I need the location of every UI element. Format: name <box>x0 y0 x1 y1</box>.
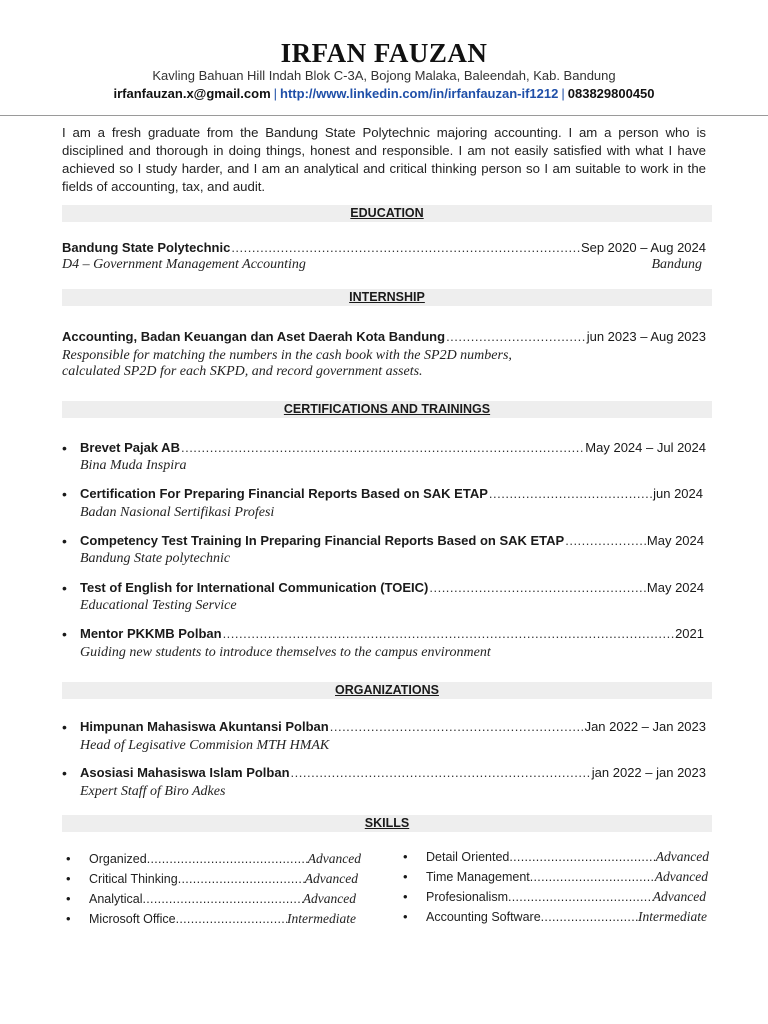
skill-item <box>426 869 708 885</box>
skill-level: Advanced <box>302 891 356 906</box>
internship-entry <box>62 329 706 344</box>
skill-level: Advanced <box>307 851 361 866</box>
leader-dots <box>291 765 591 780</box>
bullet-icon: • <box>403 849 408 864</box>
organization-date: jan 2022 – jan 2023 <box>591 765 706 780</box>
skill-item <box>89 911 356 927</box>
bullet-icon: • <box>66 851 71 866</box>
degree: D4 – Government Management Accounting <box>62 257 306 272</box>
internship-dates: jun 2023 – Aug 2023 <box>586 329 706 344</box>
certification-entry <box>80 580 704 595</box>
skill-item <box>89 851 361 867</box>
bullet-icon: • <box>62 533 67 549</box>
skill-name: Organized <box>89 852 147 866</box>
summary-paragraph: I am a fresh graduate from the Bandung State Polytechnic majoring accounting. I am a person who is disciplined and thorough in doing things, honest and responsible. I am not easily satisfied with what I have achieved so I study harder, and I am an analytical and critical thinking person so I am suitable to work in the fields of accounting, tax, and audit. <box>62 125 706 194</box>
skill-name: Time Management <box>426 870 530 884</box>
skill-level: Advanced <box>655 849 709 864</box>
certification-name: Mentor PKKMB Polban <box>80 626 222 641</box>
certification-entry <box>80 440 706 455</box>
organization-name: Asosiasi Mahasiswa Islam Polban <box>80 765 290 780</box>
education-entry <box>62 240 706 255</box>
skill-name: Microsoft Office <box>89 912 176 926</box>
certification-date: jun 2024 <box>653 486 703 501</box>
certification-date: May 2024 <box>646 533 704 548</box>
certification-entry <box>80 486 703 501</box>
skill-name: Analytical <box>89 892 143 906</box>
skill-item <box>426 889 706 905</box>
bullet-icon: • <box>66 871 71 886</box>
header-divider <box>0 115 768 116</box>
certification-issuer: Guiding new students to introduce themselves to the campus environment <box>80 645 491 660</box>
skill-name: Accounting Software <box>426 910 541 924</box>
certification-issuer: Bina Muda Inspira <box>80 458 187 473</box>
internship-description-line: Responsible for matching the numbers in the cash book with the SP2D numbers, <box>62 348 512 363</box>
internship-org: Accounting, Badan Keuangan dan Aset Daerah Kota Bandung <box>62 329 446 344</box>
separator: | <box>561 86 565 101</box>
bullet-icon: • <box>403 869 408 884</box>
section-skills <box>62 815 712 832</box>
section-organizations <box>62 682 712 699</box>
certification-issuer: Bandung State polytechnic <box>80 551 231 566</box>
certification-entry <box>80 626 704 641</box>
skill-level: Intermediate <box>638 909 707 924</box>
leader-dots <box>508 890 653 904</box>
organization-entry <box>80 765 706 780</box>
skill-level: Advanced <box>652 889 706 904</box>
address: Kavling Bahuan Hill Indah Blok C-3A, Bojong Malaka, Baleendah, Kab. Bandung <box>152 68 616 83</box>
certification-date: 2021 <box>675 626 704 641</box>
organization-entry <box>80 719 706 734</box>
leader-dots <box>178 872 305 886</box>
organization-name: Himpunan Mahasiswa Akuntansi Polban <box>80 719 329 734</box>
certification-date: May 2024 <box>646 580 704 595</box>
skill-item <box>89 891 356 907</box>
section-title: CERTIFICATIONS AND TRAININGS <box>283 402 491 416</box>
skill-item <box>426 849 709 865</box>
skill-item <box>426 909 707 925</box>
bullet-icon: • <box>62 765 67 781</box>
organization-date: Jan 2022 – Jan 2023 <box>584 719 706 734</box>
leader-dots <box>489 486 652 501</box>
skill-level: Advanced <box>654 869 708 884</box>
leader-dots <box>429 580 646 595</box>
skill-item <box>89 871 358 887</box>
leader-dots <box>541 910 638 924</box>
contact-line <box>0 86 768 101</box>
leader-dots <box>446 329 586 344</box>
bullet-icon: • <box>403 909 408 924</box>
bullet-icon: • <box>62 626 67 642</box>
section-internship <box>62 289 712 306</box>
bullet-icon: • <box>66 911 71 926</box>
leader-dots <box>509 850 655 864</box>
certification-date: May 2024 – Jul 2024 <box>585 440 706 455</box>
certification-name: Test of English for International Communication (TOEIC) <box>80 580 429 595</box>
section-title: ORGANIZATIONS <box>335 683 439 697</box>
leader-dots <box>223 626 675 641</box>
leader-dots <box>231 240 580 255</box>
education-dates: Sep 2020 – Aug 2024 <box>580 240 706 255</box>
certification-name: Brevet Pajak AB <box>80 440 180 455</box>
section-education <box>62 205 712 222</box>
separator: | <box>273 86 278 101</box>
leader-dots <box>330 719 584 734</box>
bullet-icon: • <box>403 889 408 904</box>
candidate-name: IRFAN FAUZAN <box>280 38 488 68</box>
bullet-icon: • <box>66 891 71 906</box>
bullet-icon: • <box>62 440 67 456</box>
bullet-icon: • <box>62 719 67 735</box>
skill-level: Advanced <box>304 871 358 886</box>
certification-issuer: Badan Nasional Sertifikasi Profesi <box>80 505 275 520</box>
leader-dots <box>176 912 287 926</box>
email-link[interactable]: irfanfauzan.x@gmail.com <box>113 86 271 101</box>
certification-entry <box>80 533 704 548</box>
skill-name: Detail Oriented <box>426 850 510 864</box>
section-title: EDUCATION <box>350 206 424 220</box>
certification-name: Competency Test Training In Preparing Financial Reports Based on SAK ETAP <box>80 533 565 548</box>
leader-dots <box>147 852 308 866</box>
section-certifications <box>62 401 712 418</box>
section-title: INTERNSHIP <box>349 290 425 304</box>
phone-number: 083829800450 <box>567 86 655 101</box>
skill-level: Intermediate <box>287 911 356 926</box>
leader-dots <box>530 870 655 884</box>
leader-dots <box>565 533 646 548</box>
school-name: Bandung State Polytechnic <box>62 240 231 255</box>
skill-name: Profesionalism <box>426 890 508 904</box>
organization-role: Expert Staff of Biro Adkes <box>80 784 226 799</box>
education-location: Bandung <box>651 257 702 272</box>
certification-issuer: Educational Testing Service <box>80 598 237 613</box>
internship-description-line: calculated SP2D for each SKPD, and record government assets. <box>62 364 423 379</box>
certification-name: Certification For Preparing Financial Reports Based on SAK ETAP <box>80 486 488 501</box>
organization-role: Head of Legisative Commision MTH HMAK <box>80 738 330 753</box>
linkedin-link[interactable]: http://www.linkedin.com/in/irfanfauzan-if1212 <box>280 86 559 101</box>
skill-name: Critical Thinking <box>89 872 178 886</box>
bullet-icon: • <box>62 486 67 502</box>
leader-dots <box>181 440 584 455</box>
bullet-icon: • <box>62 580 67 596</box>
section-title: SKILLS <box>364 816 410 830</box>
leader-dots <box>143 892 303 906</box>
